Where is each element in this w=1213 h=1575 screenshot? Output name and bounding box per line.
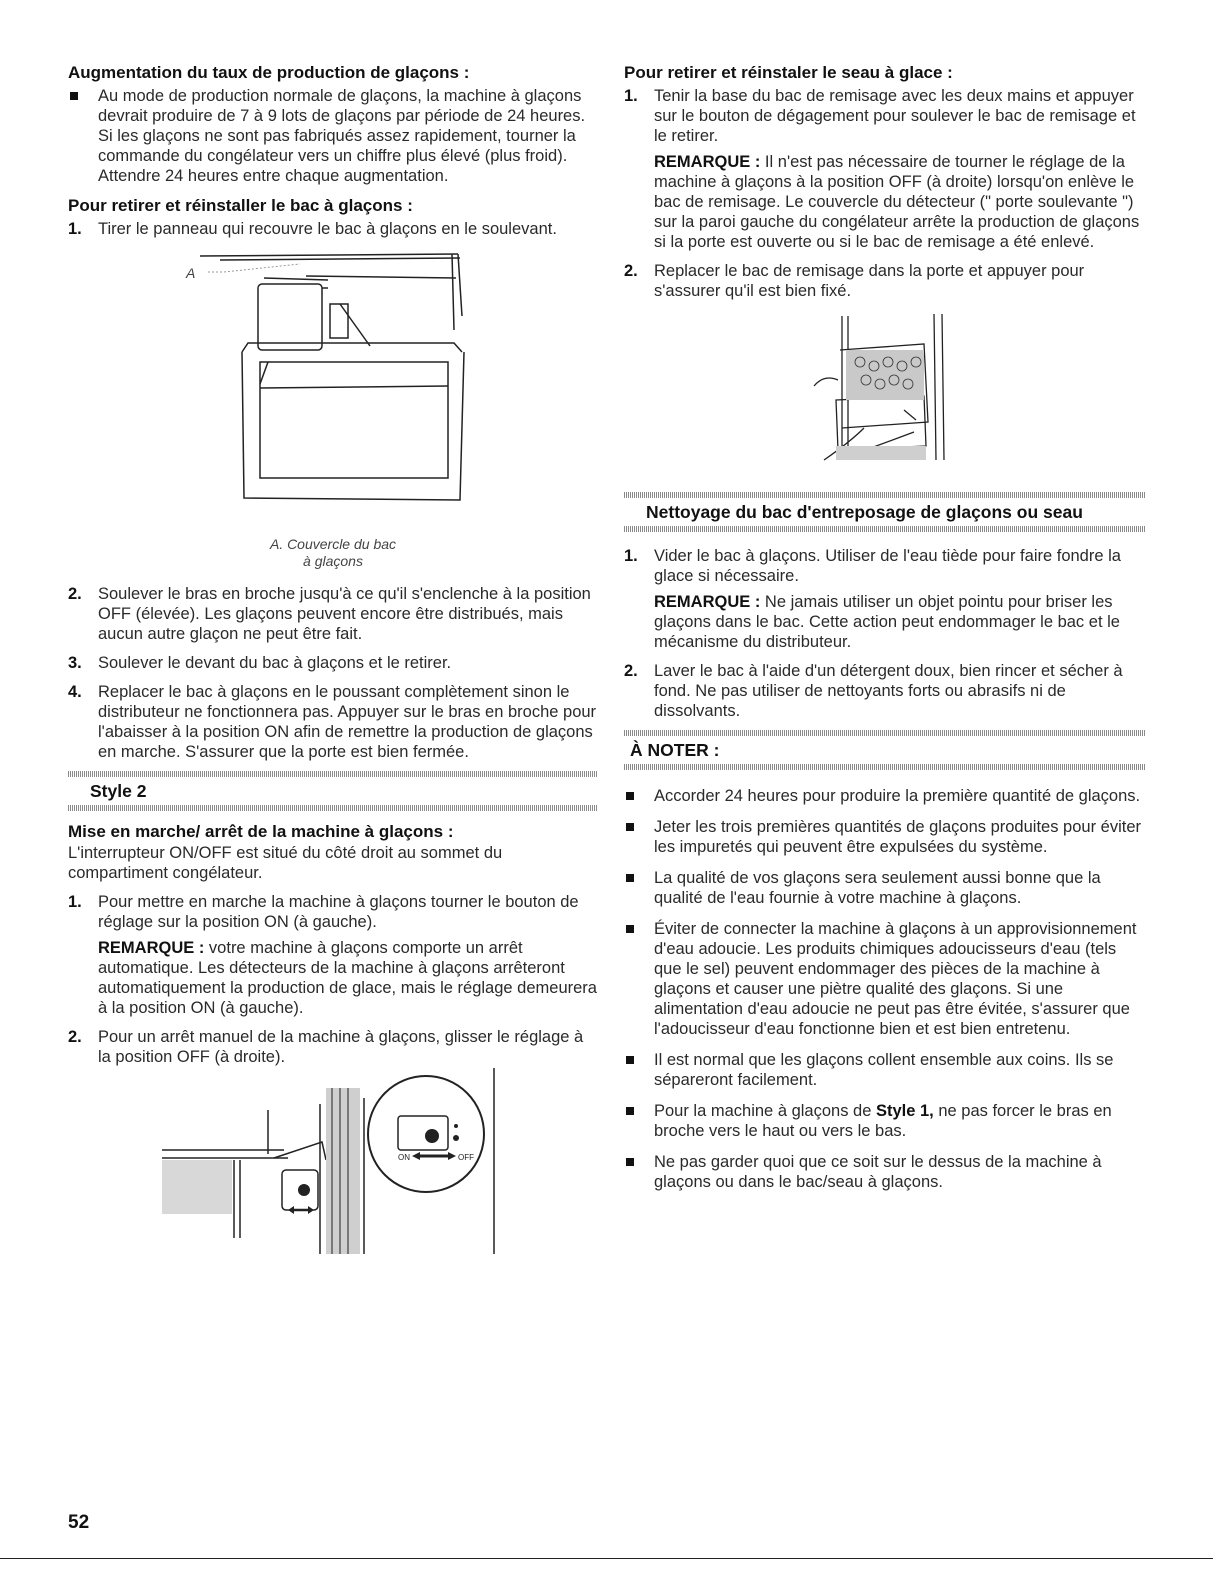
list-item: Accorder 24 heures pour produire la première quantité de glaçons.: [624, 786, 1146, 806]
caption-line-1: A. Couvercle du bac: [269, 536, 397, 552]
remove-bin-steps-a: [68, 219, 598, 239]
remark-text: Il n'est pas nécessaire de tourner le réglage de la machine à glaçons à la position OFF (à droite) lorsqu'on enlève le bac de remisage. Le couvercle du détecteur (" porte soulevante ") sur la paroi gauche du congélateur arrête la production de glaçons si la porte est ouverte ou si le bac de remisage a été enlevé.: [654, 153, 1140, 251]
section-rule: [624, 526, 1146, 532]
remark-label: REMARQUE :: [654, 593, 761, 611]
switch-on-label: ON: [398, 1153, 410, 1162]
step-number: 3.: [68, 654, 82, 672]
cleaning-steps: [624, 546, 1146, 721]
step-item: [68, 653, 598, 673]
ice-bucket-drawing: [624, 310, 1146, 482]
ice-bin-cover-drawing: [68, 248, 598, 544]
section-title-remove-bin: Pour retirer et réinstaller le bac à glaçons :: [68, 196, 413, 215]
remove-bucket-steps: [624, 86, 1146, 301]
step-item: [624, 661, 1146, 721]
list-item: Il est normal que les glaçons collent ensemble aux coins. Ils se sépareront facilement.: [624, 1050, 1146, 1090]
list-item: Jeter les trois premières quantités de glaçons produites pour éviter les impuretés qui peuvent être expulsées du système.: [624, 817, 1146, 857]
list-item: [624, 1101, 1146, 1141]
switch-knob: [425, 1129, 439, 1143]
step-text: Laver le bac à l'aide d'un détergent doux, bien rincer et sécher à fond. Ne pas utiliser de nettoyants forts ou abrasifs ni de dissolvants.: [654, 662, 1123, 720]
note-list: [624, 786, 1146, 1192]
section-title-remove-bucket: Pour retirer et réinstaler le seau à glace :: [624, 63, 953, 82]
list-item: La qualité de vos glaçons sera seulement aussi bonne que la qualité de l'eau fournie à votre machine à glaçons.: [624, 868, 1146, 908]
remark: [654, 592, 1146, 652]
on-off-steps: [68, 892, 598, 1067]
step-number: 2.: [68, 1028, 82, 1046]
cleaning-heading: Nettoyage du bac d'entreposage de glaçons ou seau: [646, 502, 1083, 522]
remark-text: votre machine à glaçons comporte un arrêt automatique. Les détecteurs de la machine à glaçons arrêteront automatiquement la production de glace, mais le réglage demeurera à la position ON (à gauche).: [98, 939, 597, 1017]
switch-off-label: OFF: [458, 1153, 474, 1162]
section-title-production-rate: Augmentation du taux de production de glaçons :: [68, 63, 470, 82]
ice-bin-cover-illustration: [68, 248, 598, 544]
step-text: Tirer le panneau qui recouvre le bac à glaçons en le soulevant.: [98, 220, 557, 238]
on-off-intro: L'interrupteur ON/OFF est situé du côté droit au sommet du compartiment congélateur.: [68, 844, 503, 882]
section-rule: [624, 764, 1146, 770]
step-number: 1.: [68, 893, 82, 911]
remove-bin-steps-b: [68, 584, 598, 762]
step-number: 1.: [624, 547, 638, 565]
style-2-heading: Style 2: [90, 781, 147, 801]
step-number: 1.: [68, 220, 82, 238]
left-column: [68, 62, 598, 1256]
step-text: Replacer le bac à glaçons en le poussant complètement sinon le distributeur ne fonctionnera pas. Appuyer sur le bras en broche pour l'abaisser à la position ON afin de remettre la production de glaçons en marche. S'assurer que la porte est bien fermée.: [98, 683, 597, 761]
step-item: [68, 682, 598, 762]
note-bold: Style 1,: [875, 1102, 934, 1120]
step-text: Pour mettre en marche la machine à glaçons tourner le bouton de réglage sur la position ON (à gauche).: [98, 893, 579, 931]
door-gasket-shading: [326, 1088, 360, 1254]
remark-text: Ne jamais utiliser un objet pointu pour briser les glaçons dans le bac. Cette action peut endommager le bac et le mécanisme du distributeur.: [654, 593, 1120, 651]
list-item: Au mode de production normale de glaçons, la machine à glaçons devrait produire de 7 à 9 lots de glaçons par période de 24 heures. Si les glaçons ne sont pas fabriqués assez rapidement, tourner la commande du congélateur vers un chiffre plus élevé (plus froid). Attendre 24 heures entre chaque augmentation.: [68, 86, 598, 186]
footer-rule: [0, 1558, 1213, 1559]
remark: [654, 152, 1146, 252]
page-number: 52: [68, 1512, 90, 1533]
note-text: ne pas forcer le bras en broche vers le haut ou vers le bas.: [654, 1102, 1112, 1140]
step-item: [624, 546, 1146, 652]
ice-bucket-illustration: [624, 310, 1146, 482]
step-number: 1.: [624, 87, 638, 105]
section-title-on-off: Mise en marche/ arrêt de la machine à glaçons :: [68, 822, 454, 841]
step-text: Soulever le devant du bac à glaçons et le retirer.: [98, 654, 452, 672]
section-rule: [68, 805, 598, 811]
remark-label: REMARQUE :: [98, 939, 205, 957]
list-item: Ne pas garder quoi que ce soit sur le dessus de la machine à glaçons ou dans le bac/seau à glaçons.: [624, 1152, 1146, 1192]
step-number: 2.: [624, 262, 638, 280]
step-number: 2.: [624, 662, 638, 680]
step-text: Soulever le bras en broche jusqu'à ce qu'il s'enclenche à la position OFF (élevée). Les glaçons peuvent encore être distribués, mais aucun autre glaçon ne peut être fait.: [98, 585, 591, 643]
caption-line-2: à glaçons: [303, 553, 363, 569]
step-item: [624, 86, 1146, 252]
step-item: [68, 892, 598, 1018]
step-number: 4.: [68, 683, 82, 701]
production-rate-list: [68, 86, 598, 186]
step-item: [68, 219, 598, 239]
step-item: [68, 1027, 598, 1067]
remark: [98, 938, 598, 1018]
on-off-switch-illustration: [68, 1068, 598, 1256]
step-text: Replacer le bac de remisage dans la porte et appuyer pour s'assurer qu'il est bien fixé.: [654, 262, 1085, 300]
bin-base-shading: [836, 446, 926, 460]
callout-label-a: A: [186, 265, 196, 281]
right-column: [624, 62, 1146, 1203]
on-off-switch-drawing: [68, 1068, 598, 1256]
step-text: Vider le bac à glaçons. Utiliser de l'eau tiède pour faire fondre la glace si nécessaire.: [654, 547, 1121, 585]
note-text: Pour la machine à glaçons de: [654, 1102, 876, 1120]
step-text: Tenir la base du bac de remisage avec les deux mains et appuyer sur le bouton de dégagement pour soulever le bac de remisage et le retirer.: [654, 87, 1136, 145]
step-item: [68, 584, 598, 644]
step-text: Pour un arrêt manuel de la machine à glaçons, glisser le réglage à la position OFF (à droite).: [98, 1028, 584, 1066]
note-heading: À NOTER :: [630, 740, 720, 760]
remark-label: REMARQUE :: [654, 153, 761, 171]
list-item: Éviter de connecter la machine à glaçons à un approvisionnement d'eau adoucie. Les produits chimiques adoucisseurs d'eau (tels que le sel) peuvent endommager des pièces de la machine à glaçons et causer une piètre qualité des glaçons. Si une alimentation d'eau adoucie ne peut pas être évitée, s'assurer que l'adoucisseur d'eau fonctionne bien et est bien entretenu.: [624, 919, 1146, 1039]
step-number: 2.: [68, 585, 82, 603]
step-item: [624, 261, 1146, 301]
shelf-shading: [162, 1160, 232, 1214]
